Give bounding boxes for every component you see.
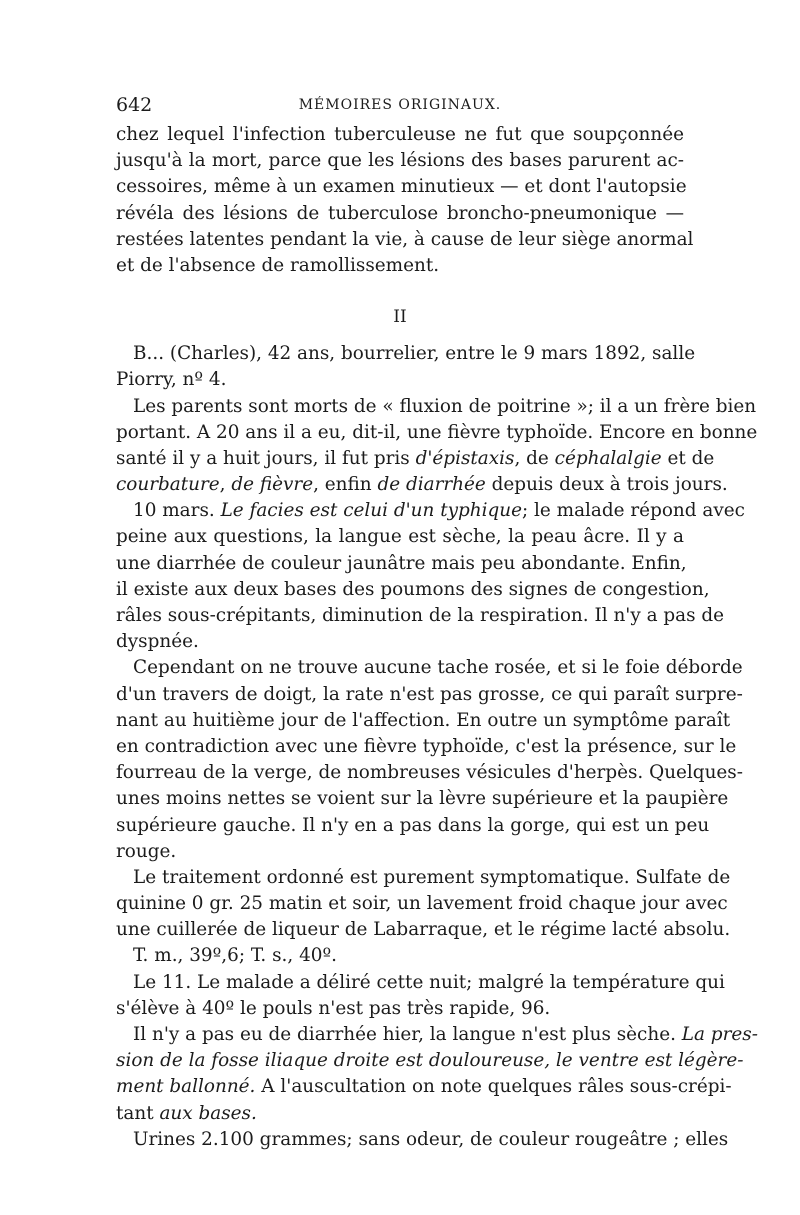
however-paragraph — [116, 655, 743, 865]
text-line: râles sous-crépitants, diminution de la respiration. Il n'y a pas de — [116, 605, 725, 626]
text-span: tant — [116, 1102, 160, 1124]
text-line — [116, 498, 745, 524]
text-line: portant. A 20 ans il a eu, dit-il, une fièvre typhoïde. Encore en bonne — [116, 421, 758, 443]
text-span: , de — [514, 447, 555, 469]
text-line: rouge. — [116, 840, 177, 862]
text-line: restées latentes pendant la vie, à cause de leur siège anormal — [116, 228, 694, 250]
page-number: 642 — [116, 94, 153, 116]
text-line — [116, 1022, 758, 1048]
section-heading: II — [393, 307, 407, 328]
text-line: en contradiction avec une fièvre typhoïde, c'est la présence, sur le — [116, 735, 737, 757]
book-page — [116, 94, 758, 1153]
italic-span: ment ballonné. — [116, 1076, 256, 1098]
italic-span: céphalalgie — [554, 447, 662, 469]
march-10-paragraph — [116, 498, 745, 655]
text-span: depuis deux à trois jours. — [485, 474, 728, 496]
text-line: Les parents sont morts de « fluxion de poitrine »; il a un frère bien — [133, 395, 757, 417]
running-header — [116, 94, 684, 122]
text-line: une cuillerée de liqueur de Labarraque, et le régime lacté absolu. — [116, 919, 731, 941]
text-line — [116, 446, 715, 472]
text-line: Cependant on ne trouve aucune tache rosée, et si le foie déborde — [133, 657, 743, 679]
history-paragraph — [116, 394, 758, 499]
text-line — [116, 472, 728, 498]
text-line: unes moins nettes se voient sur la lèvre supérieure et la paupière — [116, 788, 729, 810]
italic-span: sion de la fosse iliaque droite est douloureuse, le ventre est légère- — [116, 1050, 744, 1072]
text-line: jusqu'à la mort, parce que les lésions des bases parurent ac- — [116, 150, 684, 172]
running-title: MÉMOIRES ORIGINAUX. — [298, 97, 502, 113]
text-line: Le traitement ordonné est purement symptomatique. Sulfate de — [133, 866, 731, 888]
text-line: d'un travers de doigt, la rate n'est pas grosse, ce qui paraît surpre- — [116, 683, 743, 705]
text-line — [116, 1101, 684, 1127]
italic-span: aux bases. — [159, 1102, 257, 1124]
text-line: cessoires, même à un examen minutieux — et dont l'autopsie — [116, 176, 687, 198]
italic-span: de fièvre — [231, 474, 314, 496]
text-line: peine aux questions, la langue est sèche, la peau âcre. Il y a — [116, 526, 684, 548]
text-line: Piorry, nº 4. — [116, 369, 227, 391]
text-line — [116, 1074, 732, 1100]
text-line: révéla des lésions de tuberculose broncho-pneumonique — — [116, 202, 684, 224]
text-line: dyspnée. — [116, 631, 199, 653]
text-span: , — [219, 474, 232, 496]
text-span: A l'auscultation on note quelques râles sous-crépi- — [255, 1076, 732, 1098]
text-line: supérieure gauche. Il n'y en a pas dans la gorge, qui est un peu — [116, 814, 710, 836]
urine-paragraph — [116, 1127, 729, 1153]
treatment-paragraph — [116, 865, 731, 970]
text-span: 10 mars. — [133, 500, 221, 522]
text-line: et de l'absence de ramollissement. — [116, 254, 440, 276]
march-11-paragraph — [116, 970, 725, 1022]
temperature-line: T. m., 39º,6; T. s., 40º. — [133, 945, 337, 967]
italic-span: courbature — [116, 474, 220, 496]
no-diarrhea-paragraph — [116, 1022, 758, 1127]
text-line: Urines 2.100 grammes; sans odeur, de couleur rougeâtre ; elles — [133, 1128, 729, 1150]
text-span: et de — [661, 447, 715, 469]
text-line: une diarrhée de couleur jaunâtre mais peu abondante. Enfin, — [116, 552, 687, 574]
text-line: il existe aux deux bases des poumons des signes de congestion, — [116, 578, 710, 600]
text-line: B... (Charles), 42 ans, bourrelier, entre le 9 mars 1892, salle — [133, 343, 696, 365]
intro-paragraph — [116, 122, 694, 279]
text-span: , enfin — [313, 474, 378, 496]
italic-span: de diarrhée — [377, 474, 486, 496]
text-line: Le 11. Le malade a déliré cette nuit; malgré la température qui — [133, 971, 725, 993]
italic-span: Le facies est celui d'un typhique — [220, 500, 522, 522]
text-line: chez lequel l'infection tuberculeuse ne fut que soupçonnée — [116, 124, 684, 145]
text-line — [116, 1048, 744, 1074]
text-span: Il n'y a pas eu de diarrhée hier, la langue n'est plus sèche. — [133, 1024, 682, 1045]
text-line: s'élève à 40º le pouls n'est pas très rapide, 96. — [116, 997, 551, 1019]
text-span: ; le malade répond avec — [521, 500, 745, 522]
text-line: fourreau de la verge, de nombreuses vésicules d'herpès. Quelques- — [116, 762, 743, 784]
text-span: santé il y a huit jours, il fut pris — [116, 447, 416, 469]
text-line: nant au huitième jour de l'affection. En outre un symptôme paraît — [116, 709, 731, 731]
text-line: quinine 0 gr. 25 matin et soir, un lavement froid chaque jour avec — [116, 893, 728, 915]
italic-span: La pres- — [681, 1024, 758, 1045]
case-identity-paragraph — [116, 341, 696, 393]
italic-span: d'épistaxis — [415, 447, 515, 469]
